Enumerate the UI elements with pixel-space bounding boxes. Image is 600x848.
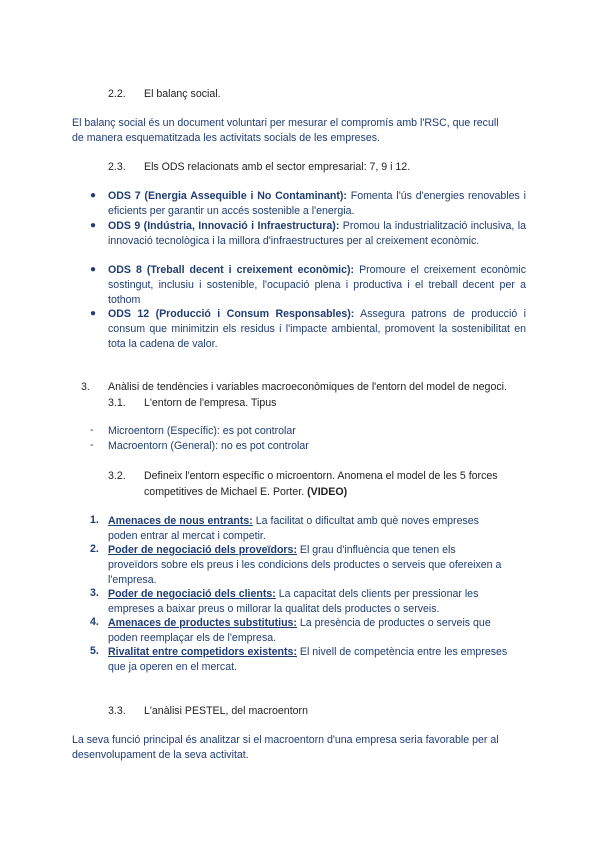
- force-title: Poder de negociació dels proveïdors:: [108, 544, 297, 556]
- paragraph-line: desenvolupament de la seva activitat.: [72, 749, 249, 761]
- ods-title: ODS 7 (Energia Assequible i No Contaminant):: [108, 190, 347, 202]
- force-item: [108, 645, 507, 675]
- force-text: La presència de productes o serveis que: [296, 617, 491, 629]
- force-title: Poder de negociació dels clients:: [108, 588, 276, 600]
- ods-item: [108, 189, 526, 219]
- ods-title: ODS 9 (Indústria, Innovació i Infraestructura):: [108, 220, 340, 232]
- entorn-item: Microentorn (Específic): es pot controlar: [108, 425, 296, 437]
- dash-marker: -: [90, 439, 94, 451]
- heading-2-3: [108, 160, 410, 174]
- ods-description: Assegura patrons de producció i consum que minimitzin els residus i l'impacte ambiental, promovent la sostenibilitat en tota la cadena de valor.: [108, 308, 526, 350]
- heading-number: 3.2.: [108, 470, 126, 482]
- force-text: El grau d'influència que tenen els: [296, 544, 456, 556]
- heading-title: L'anàlisi PESTEL, del macroentorn: [144, 705, 308, 717]
- list-number: 5.: [90, 645, 99, 657]
- heading-3: [81, 380, 507, 394]
- paragraph-line: La seva funció principal és analitzar si el macroentorn d'una empresa seria favorable per al: [72, 734, 499, 746]
- heading-number: 3.: [81, 381, 90, 393]
- heading-2-2: [108, 87, 221, 101]
- ods-description: Promou la industrialització inclusiva, la innovació tecnològica i la millora d'infraestructures per al creixement econòmic.: [108, 220, 526, 247]
- heading-number: 2.2.: [108, 88, 126, 100]
- list-number: 3.: [90, 587, 99, 599]
- force-text: La facilitat o dificultat amb què noves empreses: [252, 515, 479, 527]
- ods-item: [108, 219, 526, 249]
- heading-title: L'entorn de l'empresa. Tipus: [144, 397, 277, 409]
- force-text: l'empresa.: [108, 574, 157, 586]
- video-label: (VIDEO): [307, 486, 348, 498]
- ods-description: Promoure el creixement econòmic sostingut, inclusiu i sostenible, l'ocupació plena i productiva i el treball decent per a tothom: [108, 264, 526, 306]
- heading-title: El balanç social.: [144, 88, 221, 100]
- ods-title: ODS 12 (Producció i Consum Responsables):: [108, 308, 355, 320]
- ods-title: ODS 8 (Treball decent i creixement econòmic):: [108, 264, 355, 276]
- heading-3-3: [108, 704, 308, 718]
- heading-title: Defineix l'entorn específic o microentorn. Anomena el model de les 5 forces: [144, 470, 498, 482]
- bullet-icon: ●: [90, 190, 97, 201]
- force-text: poden entrar al mercat i competir.: [108, 530, 266, 542]
- heading-3-2-continuation: [144, 485, 347, 499]
- heading-3-1: [108, 396, 276, 410]
- heading-number: 2.3.: [108, 161, 126, 173]
- heading-number: 3.1.: [108, 397, 126, 409]
- heading-title: competitives de Michael E. Porter.: [144, 486, 308, 498]
- paragraph-line: de manera esquematitzada les activitats socials de les empreses.: [72, 132, 380, 144]
- list-number: 4.: [90, 616, 99, 628]
- list-number: 2.: [90, 543, 99, 555]
- force-text: empreses a baixar preus o millorar la qualitat dels productes o serveis.: [108, 603, 440, 615]
- bullet-icon: ●: [90, 264, 97, 275]
- force-title: Rivalitat entre competidors existents:: [108, 646, 297, 658]
- force-item: [108, 587, 478, 617]
- heading-3-2: [108, 469, 498, 483]
- force-text: El nivell de competència entre les empreses: [296, 646, 508, 658]
- pestel-paragraph: [72, 733, 499, 763]
- force-text: que ja operen en el mercat.: [108, 661, 237, 673]
- list-number: 1.: [90, 514, 99, 526]
- force-item: [108, 616, 491, 646]
- force-text: La capacitat dels clients per pressionar les: [275, 588, 479, 600]
- bullet-icon: ●: [90, 308, 97, 319]
- force-title: Amenaces de productes substitutius:: [108, 617, 297, 629]
- force-text: proveïdors sobre els preus i les condicions dels productes o serveis que ofereixen a: [108, 559, 502, 571]
- force-title: Amenaces de nous entrants:: [108, 515, 253, 527]
- heading-number: 3.3.: [108, 705, 126, 717]
- ods-description: Fomenta l'ús d'energies renovables i eficients per garantir un accés sostenible a l'energia.: [108, 190, 526, 217]
- paragraph-line: El balanç social és un document voluntari per mesurar el compromís amb l'RSC, que recull: [72, 117, 499, 129]
- force-text: poden reemplaçar els de l'empresa.: [108, 632, 277, 644]
- force-item: [108, 514, 479, 544]
- ods-item: [108, 263, 526, 308]
- heading-title: Anàlisi de tendències i variables macroeconòmiques de l'entorn del model de negoci.: [108, 381, 507, 393]
- force-item: [108, 543, 501, 588]
- heading-title: Els ODS relacionats amb el sector empresarial: 7, 9 i 12.: [144, 161, 411, 173]
- dash-marker: -: [90, 424, 94, 436]
- ods-item: [108, 307, 526, 352]
- entorn-item: Macroentorn (General): no es pot controlar: [108, 440, 309, 452]
- bullet-icon: ●: [90, 220, 97, 231]
- balanc-social-paragraph: [72, 116, 499, 146]
